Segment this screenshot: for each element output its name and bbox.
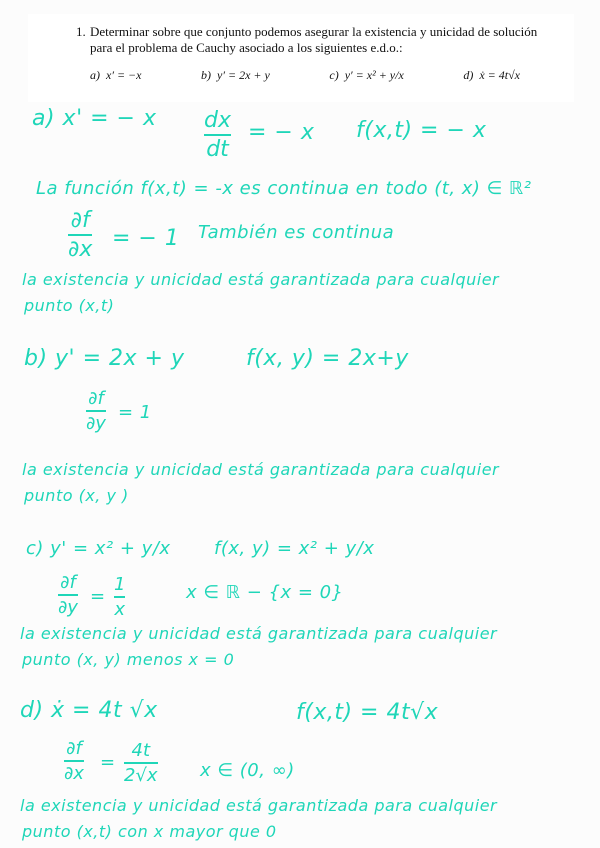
part-c-equation: c) y' = x² + y/x bbox=[26, 538, 171, 559]
part-b-existence-1: la existencia y unicidad está garantizada para cualquier bbox=[22, 460, 500, 479]
equation-a: a) x′ = −x bbox=[90, 68, 142, 82]
part-a-equation: a) x' = − x bbox=[32, 106, 157, 131]
problem-line-2: para el problema de Cauchy asociado a los siguientes e.d.o.: bbox=[90, 40, 403, 55]
part-c-existence-2: punto (x, y) menos x = 0 bbox=[22, 650, 235, 669]
part-c-domain: x ∈ ℝ − {x = 0} bbox=[186, 582, 344, 603]
part-a-existence-1: la existencia y unicidad está garantizada para cualquier bbox=[22, 270, 500, 289]
part-d-equation: d) ẋ = 4t √x bbox=[20, 698, 158, 723]
part-d-function: f(x,t) = 4t√x bbox=[296, 700, 439, 725]
part-b-equation: b) y' = 2x + y bbox=[24, 346, 185, 371]
part-a-partial-rhs: = − 1 bbox=[112, 226, 180, 251]
problem-number: 1. bbox=[76, 24, 86, 39]
part-a-continuity: La función f(x,t) = -x es continua en todo (t, x) ∈ ℝ² bbox=[36, 178, 532, 199]
part-d-existence-1: la existencia y unicidad está garantizada para cualquier bbox=[20, 796, 498, 815]
part-b-function: f(x, y) = 2x+y bbox=[246, 346, 409, 371]
part-c-equals: = bbox=[90, 586, 106, 607]
part-a-dxdt-rhs: = − x bbox=[248, 120, 315, 145]
part-b-partial-rhs: = 1 bbox=[118, 402, 152, 423]
problem-text bbox=[76, 24, 546, 56]
part-d-domain: x ∈ (0, ∞) bbox=[200, 760, 295, 781]
part-b-partial: ∂f ∂y bbox=[86, 388, 106, 434]
equation-b: b) y′ = 2x + y bbox=[201, 68, 270, 82]
part-d-partial: ∂f ∂x bbox=[64, 738, 84, 784]
problem-line-1: Determinar sobre que conjunto podemos asegurar la existencia y unicidad de solución bbox=[90, 24, 538, 39]
part-a-existence-2: punto (x,t) bbox=[24, 296, 115, 315]
equation-c: c) y′ = x² + y/x bbox=[329, 68, 404, 82]
part-c-partial-rhs: 1 x bbox=[114, 574, 126, 620]
part-d-equals: = bbox=[100, 752, 116, 773]
part-a-tambien: También es continua bbox=[198, 222, 395, 243]
equation-d: d) ẋ = 4t√x bbox=[463, 68, 520, 82]
part-a-dxdt: dx dt bbox=[204, 108, 231, 162]
part-a-partial: ∂f ∂x bbox=[68, 208, 93, 262]
problem-equations bbox=[90, 68, 520, 83]
problem-statement bbox=[28, 14, 574, 102]
part-d-partial-rhs: 4t 2√x bbox=[124, 740, 158, 786]
part-d-existence-2: punto (x,t) con x mayor que 0 bbox=[22, 822, 277, 841]
part-c-function: f(x, y) = x² + y/x bbox=[214, 538, 375, 559]
part-b-existence-2: punto (x, y ) bbox=[24, 486, 129, 505]
part-c-existence-1: la existencia y unicidad está garantizada para cualquier bbox=[20, 624, 498, 643]
part-c-partial: ∂f ∂y bbox=[58, 572, 78, 618]
part-a-function: f(x,t) = − x bbox=[356, 118, 487, 143]
